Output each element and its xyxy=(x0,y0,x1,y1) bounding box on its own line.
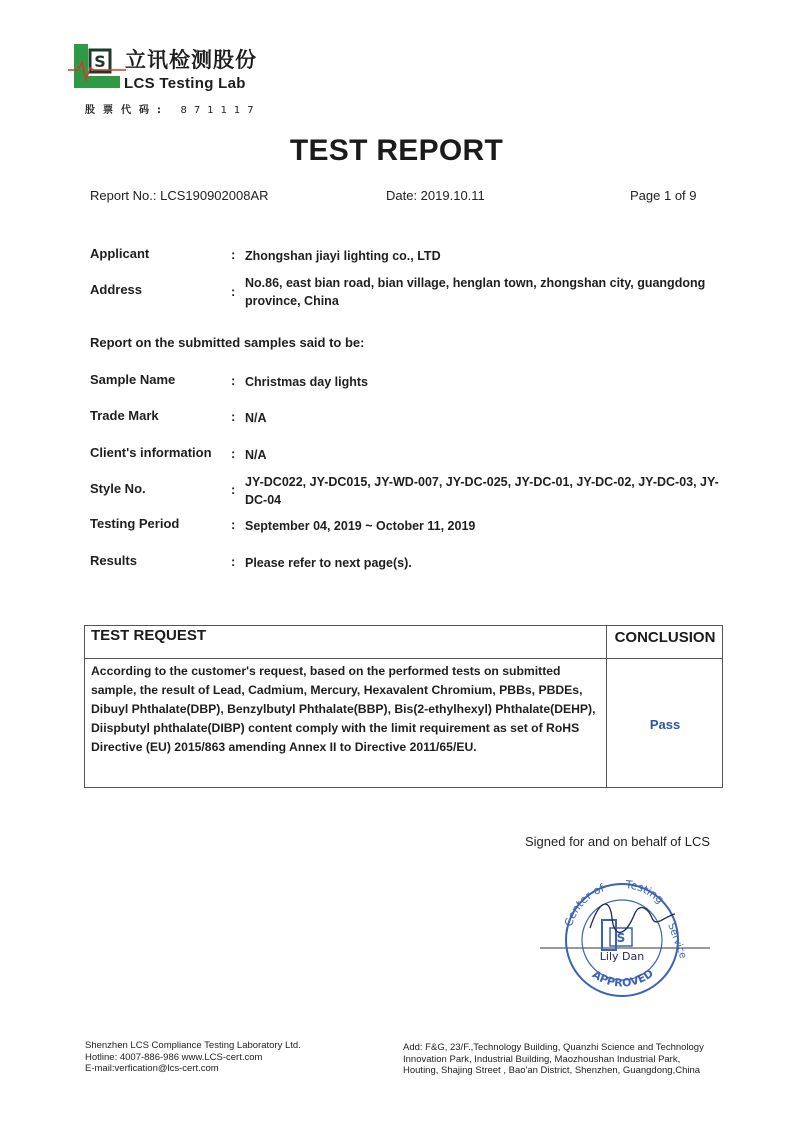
stock-code-value: 871117 xyxy=(180,105,261,116)
trade-mark-label: Trade Mark xyxy=(90,408,159,423)
seal-top-text: Center of xyxy=(562,881,607,929)
footer-line: Houting, Shajing Street , Bao'an District, Shenzhen, Guangdong,China xyxy=(403,1065,701,1076)
client-info-label: Client's information xyxy=(90,445,212,460)
client-info-value: N/A xyxy=(245,448,267,462)
stock-code-label: 股票代码: xyxy=(85,105,169,116)
address-value: No.86, east bian road, bian village, henglan town, zhongshan city, guangdong province, China xyxy=(245,276,706,308)
test-request-text: According to the customer's request, based on the performed tests on submitted sample, the result of Lead, Cadmium, Mercury, Hexavalent Chromium, PBBs, PBDEs, Dibuyl Phthalate(DBP), Benzylbutyl Phthalate(BBP), Bis(2-ethylhexyl) Phthalate(DEHP), Diispbutyl phthalate(DIBP) content comply with the limit requirement as set of RoHS Directive (EU) 2015/863 amending Annex II to Directive 2011/65/EU. xyxy=(91,664,596,754)
colon: : xyxy=(231,517,236,532)
trade-mark-value: N/A xyxy=(245,411,267,425)
lcs-logo-icon xyxy=(68,40,128,96)
stock-code xyxy=(85,101,261,116)
colon: : xyxy=(231,409,236,424)
seal-bottom-text: APPROVED xyxy=(589,966,656,990)
company-name-cn: 立讯检测股份 xyxy=(125,48,257,72)
approval-seal xyxy=(540,878,710,998)
results-label: Results xyxy=(90,553,137,568)
style-no-label: Style No. xyxy=(90,481,146,496)
applicant-value: Zhongshan jiayi lighting co., LTD xyxy=(245,249,441,263)
table-header-request: TEST REQUEST xyxy=(91,627,207,644)
table-divider xyxy=(606,626,607,787)
seal-right-text: Service xyxy=(665,921,689,961)
svg-text:Service xyxy=(665,922,688,961)
seal-top-text: Testing xyxy=(624,878,667,907)
sample-name-value: Christmas day lights xyxy=(245,375,368,389)
svg-text:APPROVED xyxy=(590,967,656,990)
colon: : xyxy=(231,446,236,461)
report-number: Report No.: LCS190902008AR xyxy=(90,188,269,203)
test-request-table xyxy=(84,625,723,788)
signed-statement: Signed for and on behalf of LCS xyxy=(525,834,711,849)
report-title: TEST REPORT xyxy=(289,134,504,167)
signer-name: Lily Dan xyxy=(599,950,645,963)
company-name-en: LCS Testing Lab xyxy=(124,75,246,92)
svg-text:Testing xyxy=(624,878,667,906)
footer-line: Hotline: 4007-886-986 www.LCS-cert.com xyxy=(85,1051,263,1063)
table-header-conclusion: CONCLUSION xyxy=(614,629,716,646)
colon: : xyxy=(231,247,236,262)
report-date: Date: 2019.10.11 xyxy=(386,188,485,203)
footer-line: Innovation Park, Industrial Building, Maozhoushan Industrial Park, xyxy=(403,1053,681,1065)
colon: : xyxy=(231,482,236,497)
footer-line: Add: F&G, 23/F.,Technology Building, Quanzhi Science and Technology xyxy=(403,1042,704,1053)
colon: : xyxy=(231,554,236,569)
style-no-value: JY-DC022, JY-DC015, JY-WD-007, JY-DC-025, JY-DC-01, JY-DC-02, JY-DC-03, JY-DC-04 xyxy=(245,475,719,507)
svg-text:Center of xyxy=(562,881,607,928)
footer-company xyxy=(85,1040,301,1075)
conclusion-value: Pass xyxy=(649,717,681,732)
address-label: Address xyxy=(90,282,143,297)
testing-period-label: Testing Period xyxy=(90,516,180,531)
colon: : xyxy=(231,284,236,299)
svg-text:S: S xyxy=(94,52,106,71)
table-divider xyxy=(85,658,722,659)
testing-period-value: September 04, 2019 ~ October 11, 2019 xyxy=(245,519,476,533)
section-heading: Report on the submitted samples said to be: xyxy=(90,335,365,350)
sample-name-label: Sample Name xyxy=(90,372,176,387)
colon: : xyxy=(231,373,236,388)
page-number: Page 1 of 9 xyxy=(630,188,697,203)
footer-line: E-mail:verfication@lcs-cert.com xyxy=(85,1063,219,1074)
applicant-label: Applicant xyxy=(90,246,150,261)
footer-line: Shenzhen LCS Compliance Testing Laboratory Ltd. xyxy=(85,1040,301,1051)
results-value: Please refer to next page(s). xyxy=(245,556,412,570)
svg-text:S: S xyxy=(616,931,626,945)
footer-address xyxy=(403,1042,704,1077)
